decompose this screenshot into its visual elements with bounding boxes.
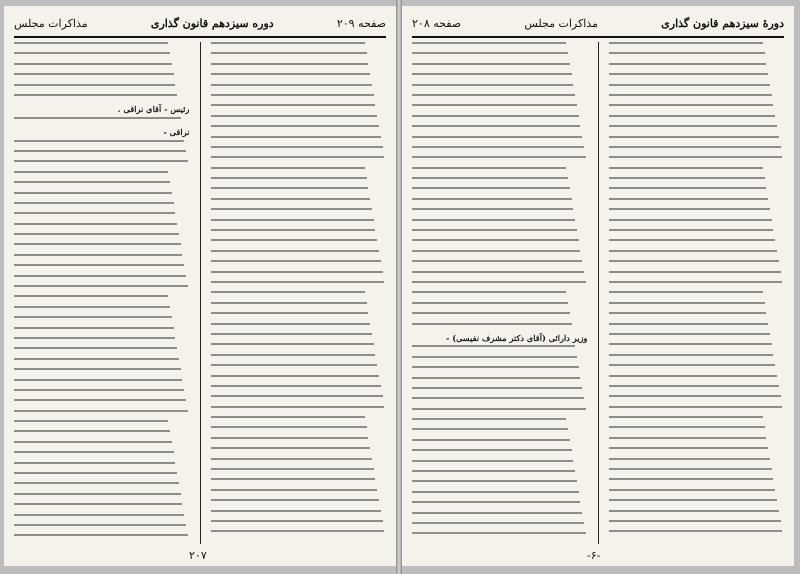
text-line	[211, 198, 371, 200]
text-line	[609, 510, 779, 512]
text-line	[211, 354, 376, 356]
text-line	[14, 410, 188, 412]
text-line	[412, 198, 572, 200]
text-line	[412, 281, 586, 283]
text-line	[412, 239, 579, 241]
text-line	[211, 406, 385, 408]
text-line	[609, 478, 774, 480]
text-line	[211, 219, 374, 221]
text-line	[609, 291, 763, 293]
text-line	[609, 73, 769, 75]
column-divider	[200, 42, 201, 544]
text-line	[412, 408, 586, 410]
text-line	[14, 379, 182, 381]
text-line	[211, 239, 378, 241]
text-line	[211, 260, 381, 262]
text-line	[412, 366, 579, 368]
text-line	[609, 333, 770, 335]
text-line	[211, 302, 367, 304]
text-line	[412, 94, 575, 96]
text-line	[211, 177, 367, 179]
text-line	[14, 192, 172, 194]
text-line	[211, 94, 374, 96]
text-line	[211, 250, 379, 252]
text-line	[14, 181, 170, 183]
text-body	[14, 42, 190, 544]
text-line	[211, 52, 367, 54]
speaker-name: نراقی -	[163, 127, 190, 138]
right-page-column-right	[609, 42, 785, 544]
left-page-column-left	[14, 42, 190, 544]
text-line	[211, 156, 385, 158]
text-line	[211, 136, 381, 138]
text-line	[14, 84, 175, 86]
text-line	[211, 84, 372, 86]
text-line	[609, 416, 763, 418]
text-line	[14, 358, 179, 360]
text-line	[211, 499, 379, 501]
right-page-number-label: صفحه ۲۰۸	[412, 16, 462, 30]
left-header-rule	[14, 36, 386, 38]
speaker-name: وزیر دارائی (آقای دکتر مشرف نفیسی) -	[445, 332, 588, 343]
text-line	[14, 94, 177, 96]
text-line	[609, 125, 777, 127]
text-line	[412, 156, 586, 158]
text-line	[609, 198, 769, 200]
text-line	[609, 354, 774, 356]
left-page-header	[14, 12, 386, 34]
text-line	[609, 115, 776, 117]
text-line	[211, 271, 383, 273]
text-line	[211, 167, 365, 169]
text-line	[412, 136, 582, 138]
text-line	[609, 385, 779, 387]
text-line	[14, 52, 170, 54]
text-line	[412, 449, 572, 451]
text-line	[211, 426, 367, 428]
text-line	[14, 347, 177, 349]
text-line	[14, 316, 172, 318]
text-line	[412, 312, 570, 314]
text-line	[211, 437, 369, 439]
text-line	[412, 345, 575, 347]
text-line	[609, 260, 779, 262]
text-line	[14, 254, 182, 256]
text-line	[14, 451, 174, 453]
text-line	[211, 510, 381, 512]
text-line	[14, 117, 181, 119]
left-session-title: دوره سیزدهم قانون گذاری	[150, 16, 274, 30]
text-line	[211, 458, 372, 460]
text-body	[211, 42, 387, 544]
text-line	[412, 219, 575, 221]
text-line	[412, 271, 584, 273]
text-line	[609, 458, 770, 460]
text-line	[14, 514, 184, 516]
text-line	[609, 146, 781, 148]
text-line	[14, 42, 168, 44]
text-line	[609, 437, 767, 439]
text-line	[211, 63, 369, 65]
text-line	[211, 447, 371, 449]
text-line	[412, 501, 580, 503]
text-line	[211, 489, 378, 491]
text-line	[609, 208, 770, 210]
text-line	[609, 94, 772, 96]
left-page-number-label: صفحه ۲۰۹	[336, 16, 386, 30]
text-line	[412, 532, 586, 534]
text-line	[211, 375, 379, 377]
text-line	[412, 377, 580, 379]
text-line	[14, 472, 177, 474]
text-line	[211, 312, 369, 314]
text-line	[14, 441, 172, 443]
text-line	[412, 208, 573, 210]
text-line	[14, 285, 188, 287]
text-line	[211, 416, 365, 418]
text-line	[412, 512, 582, 514]
text-line	[14, 389, 184, 391]
text-line	[412, 522, 584, 524]
text-line	[412, 480, 577, 482]
text-line	[211, 281, 385, 283]
text-line	[609, 136, 779, 138]
text-line	[609, 177, 765, 179]
text-line	[14, 295, 168, 297]
text-line	[14, 150, 186, 152]
text-line	[412, 84, 573, 86]
right-page-column-left	[412, 42, 588, 544]
right-footer-page-number: -۶-	[587, 549, 601, 562]
text-line	[412, 146, 584, 148]
left-publication-title: مذاکرات مجلس	[14, 16, 88, 30]
text-line	[412, 260, 582, 262]
text-line	[609, 302, 765, 304]
text-line	[211, 530, 385, 532]
text-line	[609, 167, 763, 169]
text-line	[609, 323, 769, 325]
text-line	[412, 387, 582, 389]
text-line	[609, 364, 776, 366]
text-line	[211, 291, 365, 293]
text-line	[14, 482, 179, 484]
text-line	[412, 63, 570, 65]
text-line	[14, 233, 179, 235]
text-line	[14, 503, 182, 505]
text-line	[609, 281, 783, 283]
text-line	[412, 470, 575, 472]
text-line	[609, 343, 772, 345]
text-line	[211, 104, 376, 106]
text-line	[14, 243, 181, 245]
text-line	[412, 52, 568, 54]
column-divider	[598, 42, 599, 544]
text-line	[609, 426, 765, 428]
text-line	[609, 219, 772, 221]
text-line	[14, 399, 186, 401]
right-publication-title: مذاکرات مجلس	[524, 16, 598, 30]
text-line	[211, 73, 371, 75]
text-line	[14, 327, 174, 329]
text-line	[14, 462, 175, 464]
text-line	[412, 187, 570, 189]
text-line	[211, 478, 376, 480]
text-line	[211, 115, 378, 117]
text-line	[609, 229, 774, 231]
text-line	[609, 468, 772, 470]
text-line	[211, 364, 378, 366]
text-line	[609, 187, 767, 189]
text-line	[14, 63, 172, 65]
text-line	[211, 395, 383, 397]
left-page	[4, 6, 396, 566]
right-session-title: دورهٔ سیزدهم قانون گذاری	[661, 16, 784, 30]
text-line	[14, 264, 184, 266]
text-line	[412, 42, 566, 44]
text-line	[412, 323, 572, 325]
text-line	[14, 160, 188, 162]
text-line	[609, 530, 783, 532]
text-line	[609, 395, 781, 397]
text-line	[14, 73, 174, 75]
text-line	[14, 171, 168, 173]
text-body	[609, 42, 785, 544]
text-line	[412, 115, 579, 117]
right-columns	[412, 42, 784, 544]
text-line	[609, 520, 781, 522]
text-line	[14, 420, 168, 422]
text-line	[211, 343, 374, 345]
text-line	[609, 250, 777, 252]
text-line	[211, 146, 383, 148]
text-line	[211, 333, 372, 335]
text-line	[412, 104, 577, 106]
text-line	[609, 63, 767, 65]
text-line	[412, 397, 584, 399]
text-line	[609, 104, 774, 106]
left-columns	[14, 42, 386, 544]
text-line	[211, 208, 372, 210]
text-line	[609, 52, 765, 54]
text-line	[412, 418, 566, 420]
text-line	[211, 520, 383, 522]
text-line	[14, 337, 175, 339]
text-line	[412, 177, 568, 179]
text-line	[14, 202, 174, 204]
text-line	[609, 447, 769, 449]
text-line	[412, 167, 566, 169]
left-page-column-right	[211, 42, 387, 544]
text-line	[211, 229, 376, 231]
text-line	[609, 489, 776, 491]
text-line	[609, 239, 776, 241]
text-line	[14, 212, 175, 214]
text-line	[412, 302, 568, 304]
text-line	[14, 223, 177, 225]
text-line	[211, 187, 369, 189]
left-footer-page-number: ۲۰۷	[189, 549, 207, 562]
text-line	[412, 356, 577, 358]
text-line	[211, 468, 374, 470]
text-body	[412, 42, 588, 544]
right-page	[402, 6, 794, 566]
text-line	[609, 84, 770, 86]
text-line	[412, 439, 570, 441]
text-line	[609, 156, 783, 158]
text-line	[412, 460, 573, 462]
text-line	[412, 73, 572, 75]
speaker-name: رئیس - آقای نراقی .	[117, 104, 190, 115]
text-line	[14, 368, 181, 370]
right-header-rule	[412, 36, 784, 38]
text-line	[14, 430, 170, 432]
text-line	[211, 125, 379, 127]
text-line	[609, 499, 777, 501]
text-line	[609, 42, 763, 44]
text-line	[609, 271, 781, 273]
text-line	[412, 229, 577, 231]
text-line	[14, 140, 184, 142]
text-line	[609, 312, 767, 314]
text-line	[412, 491, 579, 493]
right-page-header	[412, 12, 784, 34]
text-line	[412, 250, 580, 252]
text-line	[14, 306, 170, 308]
text-line	[609, 406, 783, 408]
text-line	[14, 524, 186, 526]
text-line	[211, 323, 371, 325]
text-line	[412, 125, 580, 127]
text-line	[14, 534, 188, 536]
text-line	[211, 42, 365, 44]
text-line	[412, 428, 568, 430]
text-line	[609, 375, 777, 377]
text-line	[14, 493, 181, 495]
text-line	[211, 385, 381, 387]
text-line	[412, 291, 566, 293]
text-line	[14, 275, 186, 277]
